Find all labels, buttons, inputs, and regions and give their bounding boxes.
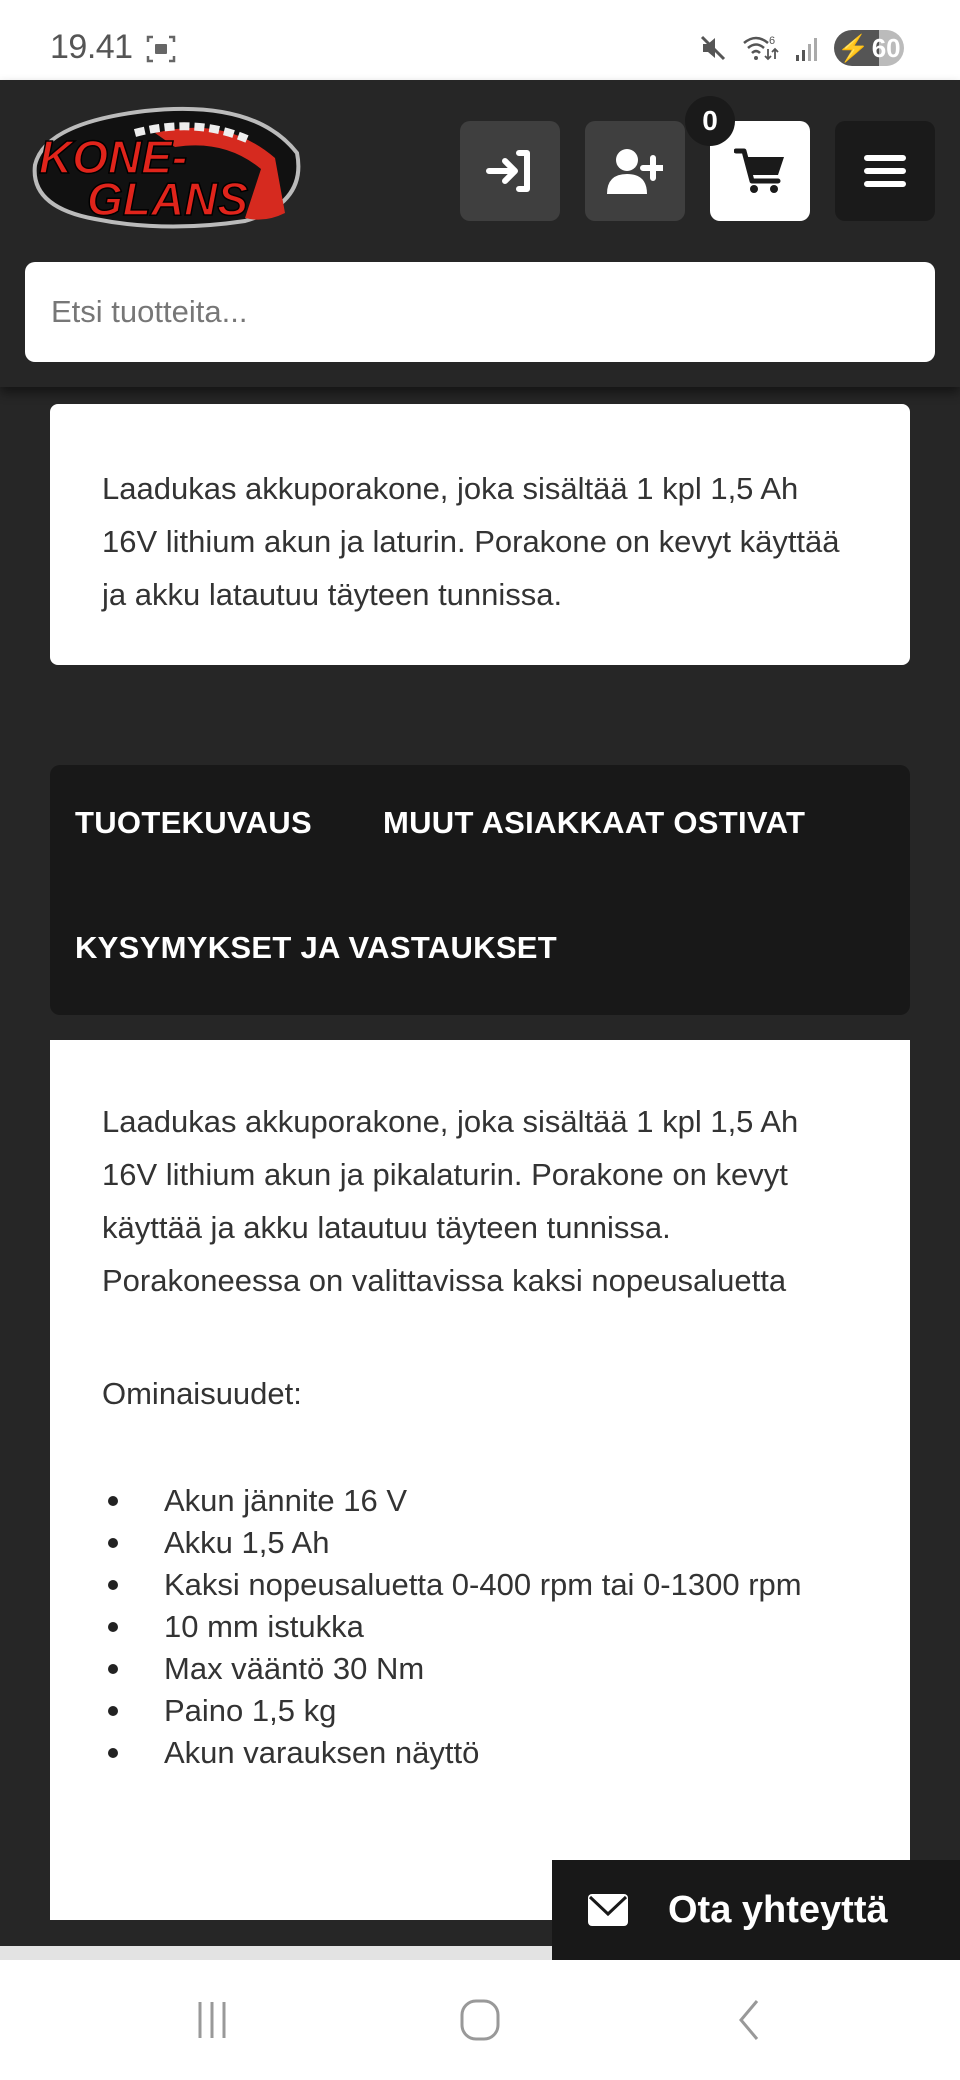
mute-icon — [698, 33, 728, 63]
features-heading: Ominaisuudet: — [102, 1376, 302, 1411]
envelope-icon — [588, 1894, 628, 1926]
list-item: Akun varauksen näyttö — [102, 1732, 858, 1774]
svg-text:6: 6 — [769, 35, 776, 47]
user-plus-icon — [607, 148, 663, 194]
contact-label: Ota yhteyttä — [668, 1888, 888, 1931]
list-item: Akun jännite 16 V — [102, 1480, 858, 1522]
home-button[interactable] — [450, 2000, 510, 2040]
description-intro: Laadukas akkuporakone, joka sisältää 1 kpl 1,5 Ah 16V lithium akun ja pikalaturin. Porakone on kevyt käyttää ja akku latautuu täyteen tunnissa. Porakoneessa on valittavissa kaksi nopeusaluetta — [102, 1104, 799, 1298]
product-tabs — [50, 765, 910, 1015]
list-item: Paino 1,5 kg — [102, 1690, 858, 1732]
short-description-card — [50, 404, 910, 665]
back-icon — [735, 1999, 765, 2041]
site-header — [0, 80, 960, 387]
back-button[interactable] — [720, 2000, 780, 2040]
list-item: Max vääntö 30 Nm — [102, 1648, 858, 1690]
contact-button[interactable] — [552, 1860, 960, 1960]
status-time: 19.41 — [50, 28, 133, 66]
battery-indicator — [834, 30, 904, 66]
features-list — [102, 1480, 858, 1774]
hamburger-menu-icon — [864, 153, 906, 189]
tab-tuotekuvaus[interactable]: TUOTEKUVAUS — [75, 805, 312, 840]
register-button[interactable] — [585, 121, 685, 221]
description-card — [50, 1040, 910, 1920]
wifi-6-icon — [742, 33, 780, 63]
tab-muut-asiakkaat-ostivat[interactable]: MUUT ASIAKKAAT OSTIVAT — [383, 805, 806, 840]
status-bar — [0, 0, 960, 80]
kone-glans-logo[interactable] — [25, 103, 305, 231]
system-nav-bar — [0, 1960, 960, 2080]
battery-charging-icon: ⚡ — [837, 32, 870, 63]
login-button[interactable] — [460, 121, 560, 221]
login-icon — [485, 149, 535, 193]
cart-count-badge: 0 — [685, 96, 735, 146]
recent-apps-button[interactable] — [182, 2000, 242, 2040]
status-icons — [698, 30, 904, 66]
svg-text:GLANS: GLANS — [87, 173, 248, 225]
recent-apps-icon — [192, 2000, 232, 2040]
tab-kysymykset-ja-vastaukset[interactable]: KYSYMYKSET JA VASTAUKSET — [75, 930, 558, 965]
signal-icon — [794, 33, 820, 63]
battery-level: 60 — [871, 32, 901, 63]
list-item: Akku 1,5 Ah — [102, 1522, 858, 1564]
search-input[interactable] — [25, 262, 935, 362]
screenshot-icon — [146, 34, 176, 64]
short-description: Laadukas akkuporakone, joka sisältää 1 kpl 1,5 Ah 16V lithium akun ja laturin. Porakone on kevyt käyttää ja akku latautuu täyteen tunnissa. — [102, 471, 840, 612]
svg-text:KONE-: KONE- — [39, 131, 188, 183]
list-item: Kaksi nopeusaluetta 0-400 rpm tai 0-1300 rpm — [102, 1564, 858, 1606]
list-item: 10 mm istukka — [102, 1606, 858, 1648]
cart-icon — [734, 148, 786, 194]
home-icon — [460, 1999, 500, 2041]
menu-button[interactable] — [835, 121, 935, 221]
